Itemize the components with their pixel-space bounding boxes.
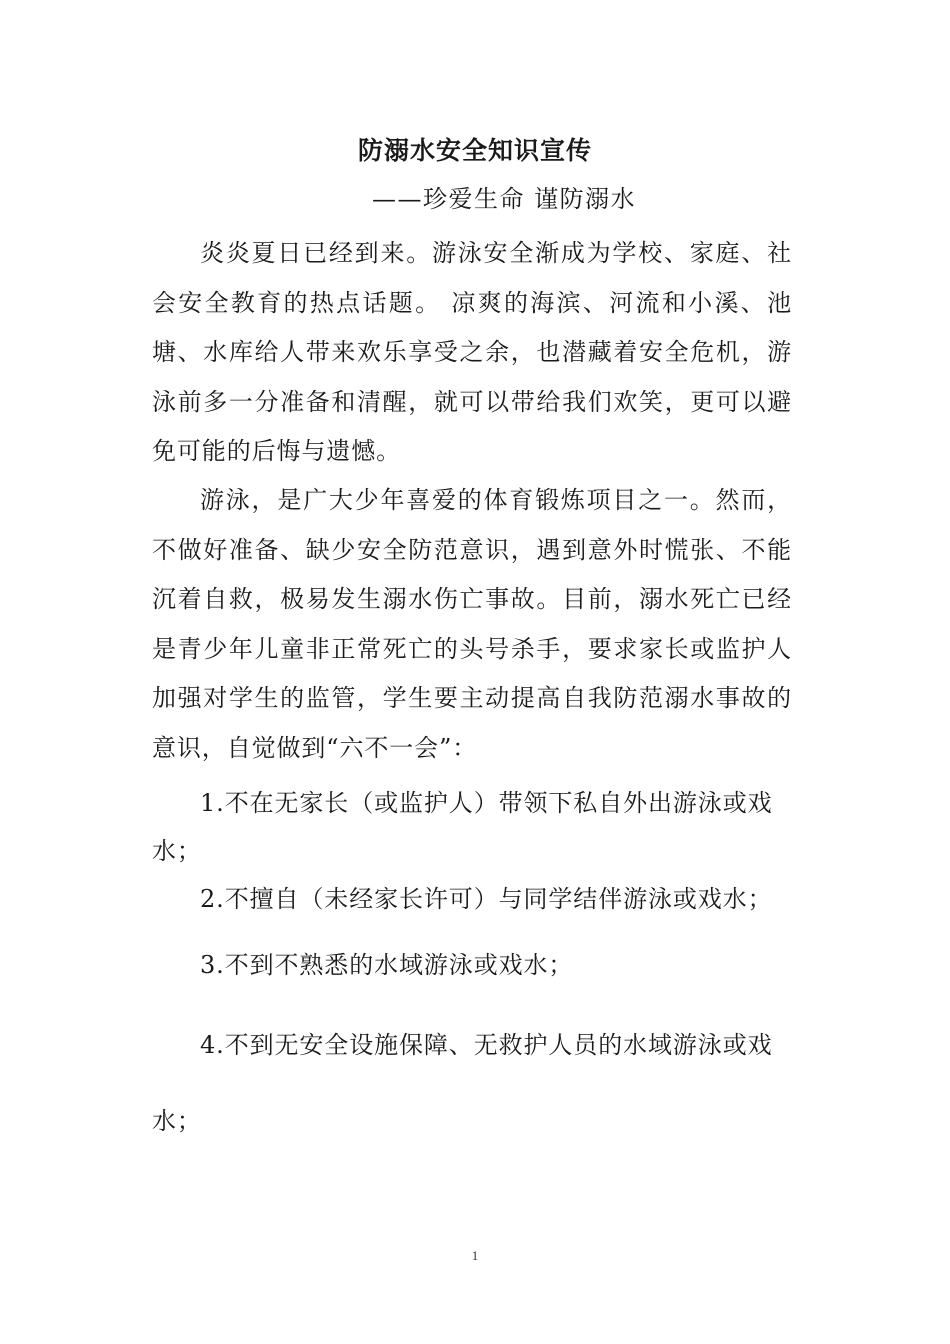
list-item: 4.不到无安全设施保障、无救护人员的水域游泳或戏水； xyxy=(152,1031,773,1135)
page-title: 防溺水安全知识宣传 xyxy=(357,136,592,165)
list-item: 1.不在无家长（或监护人）带领下私自外出游泳或戏水； xyxy=(152,789,773,865)
page-number: 1 xyxy=(471,1248,479,1263)
paragraph-swimming: 游泳，是广大少年喜爱的体育锻炼项目之一。然而，不做好准备、缺少安全防范意识，遇到意外时慌张、不能沉着自救，极易发生溺水伤亡事故。目前，溺水死亡已经是青少年儿童非正常死亡的头号杀手，要求家长或监护人加强对学生的监管，学生要主动提高自我防范溺水事故的意识，自觉做到“六不一会”： xyxy=(152,486,792,762)
list-item: 3.不到不熟悉的水域游泳或戏水； xyxy=(200,951,574,979)
paragraph-intro: 炎炎夏日已经到来。游泳安全渐成为学校、家庭、社会安全教育的热点话题。 凉爽的海滨、河流和小溪、池塘、水库给人带来欢乐享受之余，也潜藏着安全危机，游泳前多一分准备和清醒，就可以带给我们欢笑，更可以避免可能的后悔与遗憾。 xyxy=(152,239,792,465)
page-subtitle: ——珍爱生命 谨防溺水 xyxy=(372,185,637,213)
list-item: 2.不擅自（未经家长许可）与同学结伴游泳或戏水； xyxy=(200,885,773,913)
